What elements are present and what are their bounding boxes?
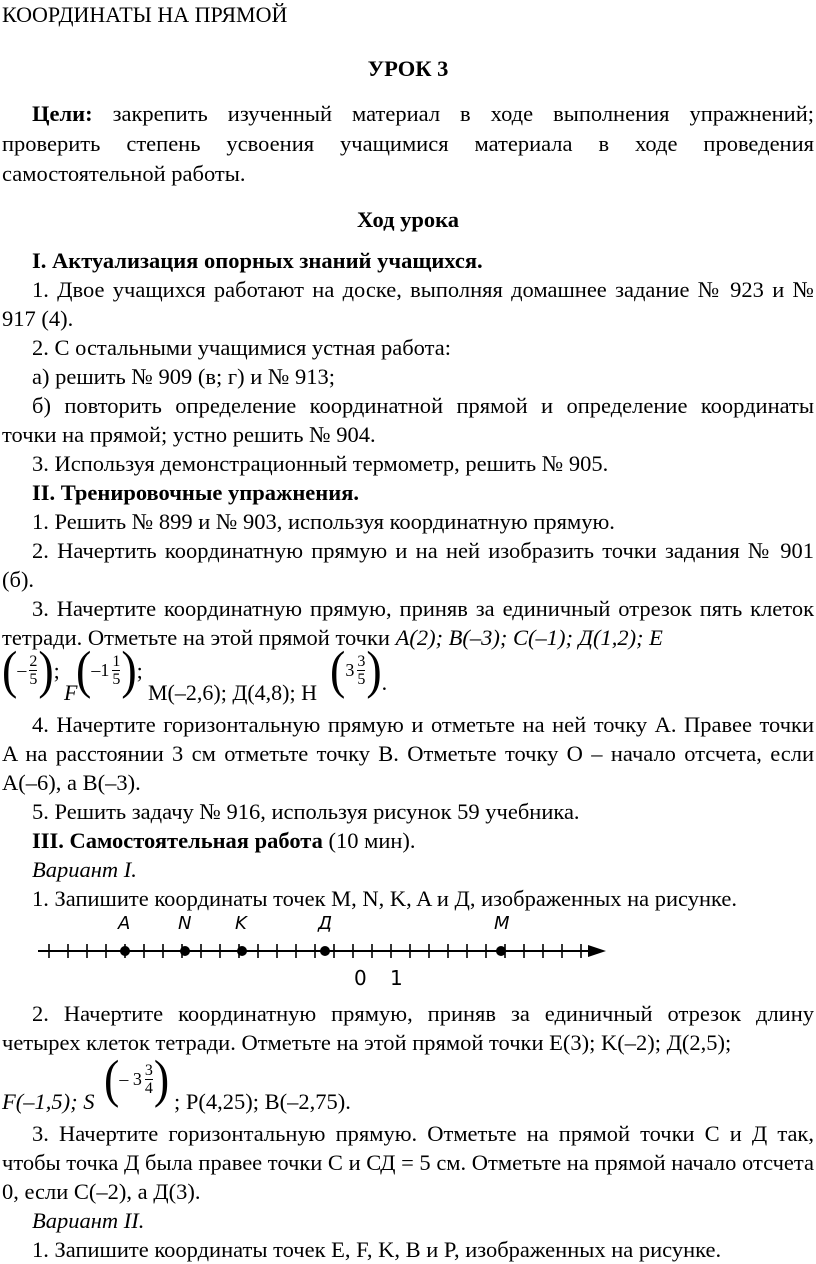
item3-rest: M(–2,6); Д(4,8); Н [148, 680, 317, 705]
variant1-title: Вариант I. [32, 857, 137, 882]
point-N [180, 946, 190, 956]
section1-item2b: б) повторить определение координатной прямой и определение координаты точки на прямой; устно решить № 904. [2, 393, 814, 447]
document-page [2, 2, 814, 1264]
section1-title: I. Актуализация опорных знаний учащихся. [32, 248, 483, 273]
goals-paragraph [2, 99, 814, 189]
tick-label-zero: 0 [354, 966, 367, 990]
point-label-N: N [178, 913, 192, 934]
variant1-item2: 2. Начертите координатную прямую, приняв за единичный отрезок длину четырех клеток тетради. Отметьте на этой прямой точки E(3); K(–2); Д(2,5); [2, 1001, 814, 1055]
goals-text: закрепить изученный материал в ходе выполнения упражнений; проверить степень усвоения учащимися материала в ходе проведения самостоятельной работы. [2, 101, 814, 186]
fraction-E: ( – $\frac{2}{5}$ ) ; [2, 640, 60, 699]
section2-title: II. Тренировочные упражнения. [32, 480, 360, 505]
section2-item4: 4. Начертите горизонтальную прямую и отметьте на ней точку A. Правее точки A на расстоянии 3 см отметьте точку B. Отметьте точку O – начало отсчета, если A(–6), а B(–3). [2, 712, 814, 795]
section2-item5: 5. Решить задачу № 916, используя рисунок 59 учебника. [32, 799, 580, 824]
variant2-item1: 1. Запишите координаты точек E, F, K, B и P, изображенных на рисунке. [32, 1237, 722, 1262]
point-K [237, 946, 247, 956]
variant1-item3: 3. Начертите горизонтальную прямую. Отметьте на прямой точки С и Д так, чтобы точка Д была правее точки С и СД = 5 см. Отметьте на прямой начало отсчета 0, если С(–2), а Д(3). [2, 1121, 814, 1204]
section2-item3: 3. Начертите координатную прямую, приняв за единичный отрезок пять клеток тетради. Отметьте на этой прямой точки A(2); B(–3); C(–1); Д(1,2); E [2, 596, 814, 650]
item3-points: A(2); B(–3); C(–1); Д(1,2); E [395, 625, 663, 650]
section3-title: III. Самостоятельная работа (10 мин). [32, 828, 416, 853]
fraction-S: ( – 3 $\frac{3}{4}$ ) [104, 1049, 170, 1108]
section1-item3: 3. Используя демонстрационный термометр, решить № 905. [32, 451, 609, 476]
point-M [496, 946, 506, 956]
lesson-title: УРОК 3 [367, 56, 449, 81]
section2-item2: 2. Начертить координатную прямую и на ней изобразить точки задания № 901 (б). [2, 538, 814, 592]
point-label-K: K [235, 913, 247, 934]
point-D [320, 946, 330, 956]
fraction-F: ( –1 $\frac{1}{5}$ ) ; [76, 640, 143, 699]
label-F: F [64, 680, 78, 705]
v1-item2-rest: ; P(4,25); B(–2,75). [174, 1089, 351, 1114]
number-line-arrow [588, 945, 606, 957]
section1-item2: 2. С остальными учащимися устная работа: [32, 335, 451, 360]
section1-item1: 1. Двое учащихся работают на доске, выполняя домашнее задание № 923 и № 917 (4). [2, 277, 814, 331]
document-header: КООРДИНАТЫ НА ПРЯМОЙ [2, 2, 288, 27]
variant2-title: Вариант II. [32, 1208, 145, 1233]
tick-label-one: 1 [390, 966, 403, 990]
point-label-A: A [118, 913, 131, 934]
number-line-figure [2, 913, 814, 1015]
variant1-item2-line2 [2, 1049, 814, 1119]
section1-item2a: а) решить № 909 (в; г) и № 913; [32, 364, 335, 389]
point-label-M: M [494, 913, 510, 934]
point-label-D: Д [318, 913, 333, 934]
point-A [120, 946, 130, 956]
item3-fractions-line [2, 640, 814, 710]
fraction-H: ( 3 $\frac{3}{5}$ ) . [330, 640, 388, 699]
goals-label: Цели: [32, 101, 93, 126]
course-title: Ход урока [356, 207, 460, 232]
variant1-item1: 1. Запишите координаты точек M, N, K, A и Д, изображенных на рисунке. [32, 886, 738, 911]
v1-item2-F: F(–1,5); S [2, 1089, 95, 1114]
section2-item1: 1. Решить № 899 и № 903, используя координатную прямую. [32, 509, 615, 534]
